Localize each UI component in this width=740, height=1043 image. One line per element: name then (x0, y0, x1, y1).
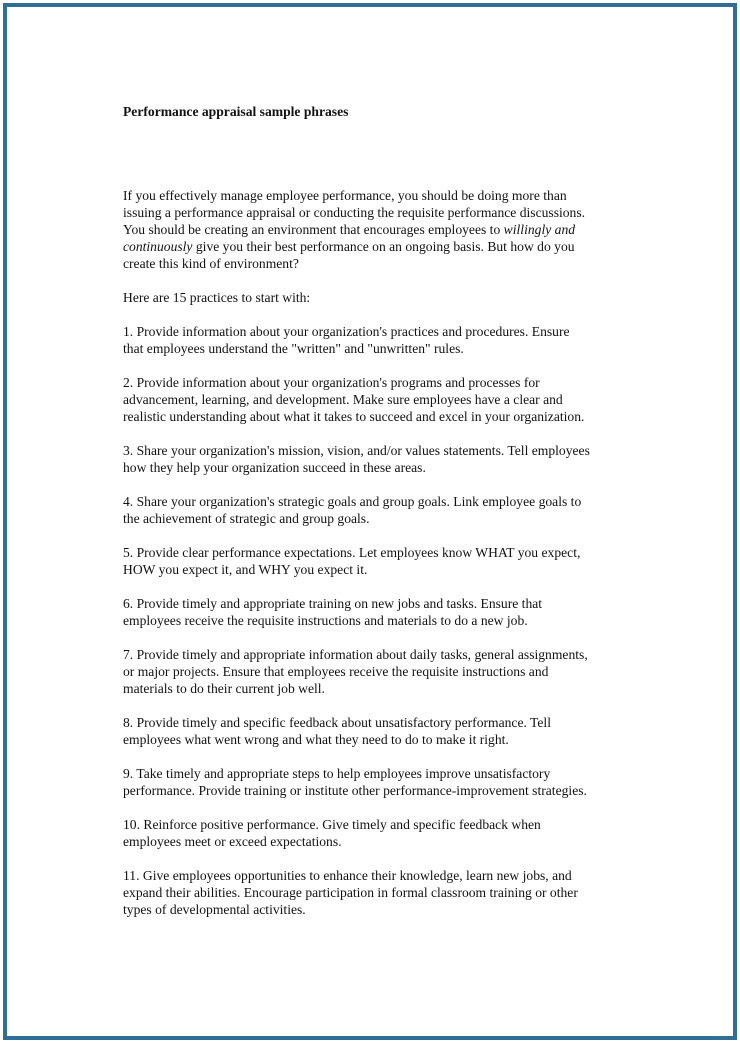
lead-paragraph (123, 289, 643, 306)
practice-line: 4. Share your organization's strategic goals and group goals. Link employee goals to (123, 494, 582, 509)
practice-line: 8. Provide timely and specific feedback about unsatisfactory performance. Tell (123, 715, 551, 730)
document-frame (3, 3, 737, 1040)
practice-line: employees receive the requisite instructions and materials to do a new job. (123, 613, 528, 628)
intro-line: create this kind of environment? (123, 256, 299, 271)
practice-line: realistic understanding about what it takes to succeed and excel in your organization. (123, 409, 585, 424)
practice-line: 9. Take timely and appropriate steps to help employees improve unsatisfactory (123, 766, 551, 781)
practice-line: performance. Provide training or institute other performance-improvement strategies. (123, 783, 587, 798)
practice-item (123, 323, 643, 357)
practice-line: 3. Share your organization's mission, vision, and/or values statements. Tell employees (123, 443, 590, 458)
practice-item (123, 765, 643, 799)
intro-line: issuing a performance appraisal or conducting the requisite performance discussions. (123, 205, 586, 220)
practice-line: expand their abilities. Encourage participation in formal classroom training or other (123, 885, 578, 900)
lead-line: Here are 15 practices to start with: (123, 290, 311, 305)
practice-line: 5. Provide clear performance expectations. Let employees know WHAT you expect, (123, 545, 581, 560)
intro-emphasis: continuously (123, 239, 193, 254)
practice-line: 2. Provide information about your organization's programs and processes for (123, 375, 540, 390)
practice-item (123, 595, 643, 629)
practice-line: advancement, learning, and development. Make sure employees have a clear and (123, 392, 563, 407)
practice-item (123, 646, 643, 697)
intro-line (123, 238, 643, 255)
practice-line: 11. Give employees opportunities to enhance their knowledge, learn new jobs, and (123, 868, 572, 883)
practice-item (123, 816, 643, 850)
intro-line (123, 221, 643, 238)
practice-item (123, 867, 643, 918)
practice-line: 1. Provide information about your organization's practices and procedures. Ensure (123, 324, 570, 339)
intro-paragraph (123, 187, 643, 272)
practice-line: 6. Provide timely and appropriate training on new jobs and tasks. Ensure that (123, 596, 543, 611)
intro-text: You should be creating an environment that encourages employees to (123, 222, 504, 237)
practice-item (123, 442, 643, 476)
practice-line: how they help your organization succeed in these areas. (123, 460, 426, 475)
intro-text: give you their best performance on an ongoing basis. But how do you (192, 239, 575, 254)
practice-line: 7. Provide timely and appropriate information about daily tasks, general assignments, (123, 647, 588, 662)
practice-line: HOW you expect it, and WHY you expect it. (123, 562, 368, 577)
intro-emphasis: willingly and (503, 222, 576, 237)
practice-item (123, 714, 643, 748)
practice-line: that employees understand the "written" and "unwritten" rules. (123, 341, 464, 356)
page-title: Performance appraisal sample phrases (123, 104, 349, 119)
practice-line: 10. Reinforce positive performance. Give timely and specific feedback when (123, 817, 541, 832)
practice-line: materials to do their current job well. (123, 681, 325, 696)
intro-line: If you effectively manage employee performance, you should be doing more than (123, 188, 567, 203)
practice-line: or major projects. Ensure that employees receive the requisite instructions and (123, 664, 549, 679)
practice-item (123, 544, 643, 578)
practice-item (123, 493, 643, 527)
practice-list (123, 323, 643, 918)
practice-line: employees what went wrong and what they need to do to make it right. (123, 732, 509, 747)
practice-line: types of developmental activities. (123, 902, 306, 917)
practice-line: the achievement of strategic and group goals. (123, 511, 370, 526)
practice-item (123, 374, 643, 425)
document-body (123, 187, 643, 935)
practice-line: employees meet or exceed expectations. (123, 834, 342, 849)
